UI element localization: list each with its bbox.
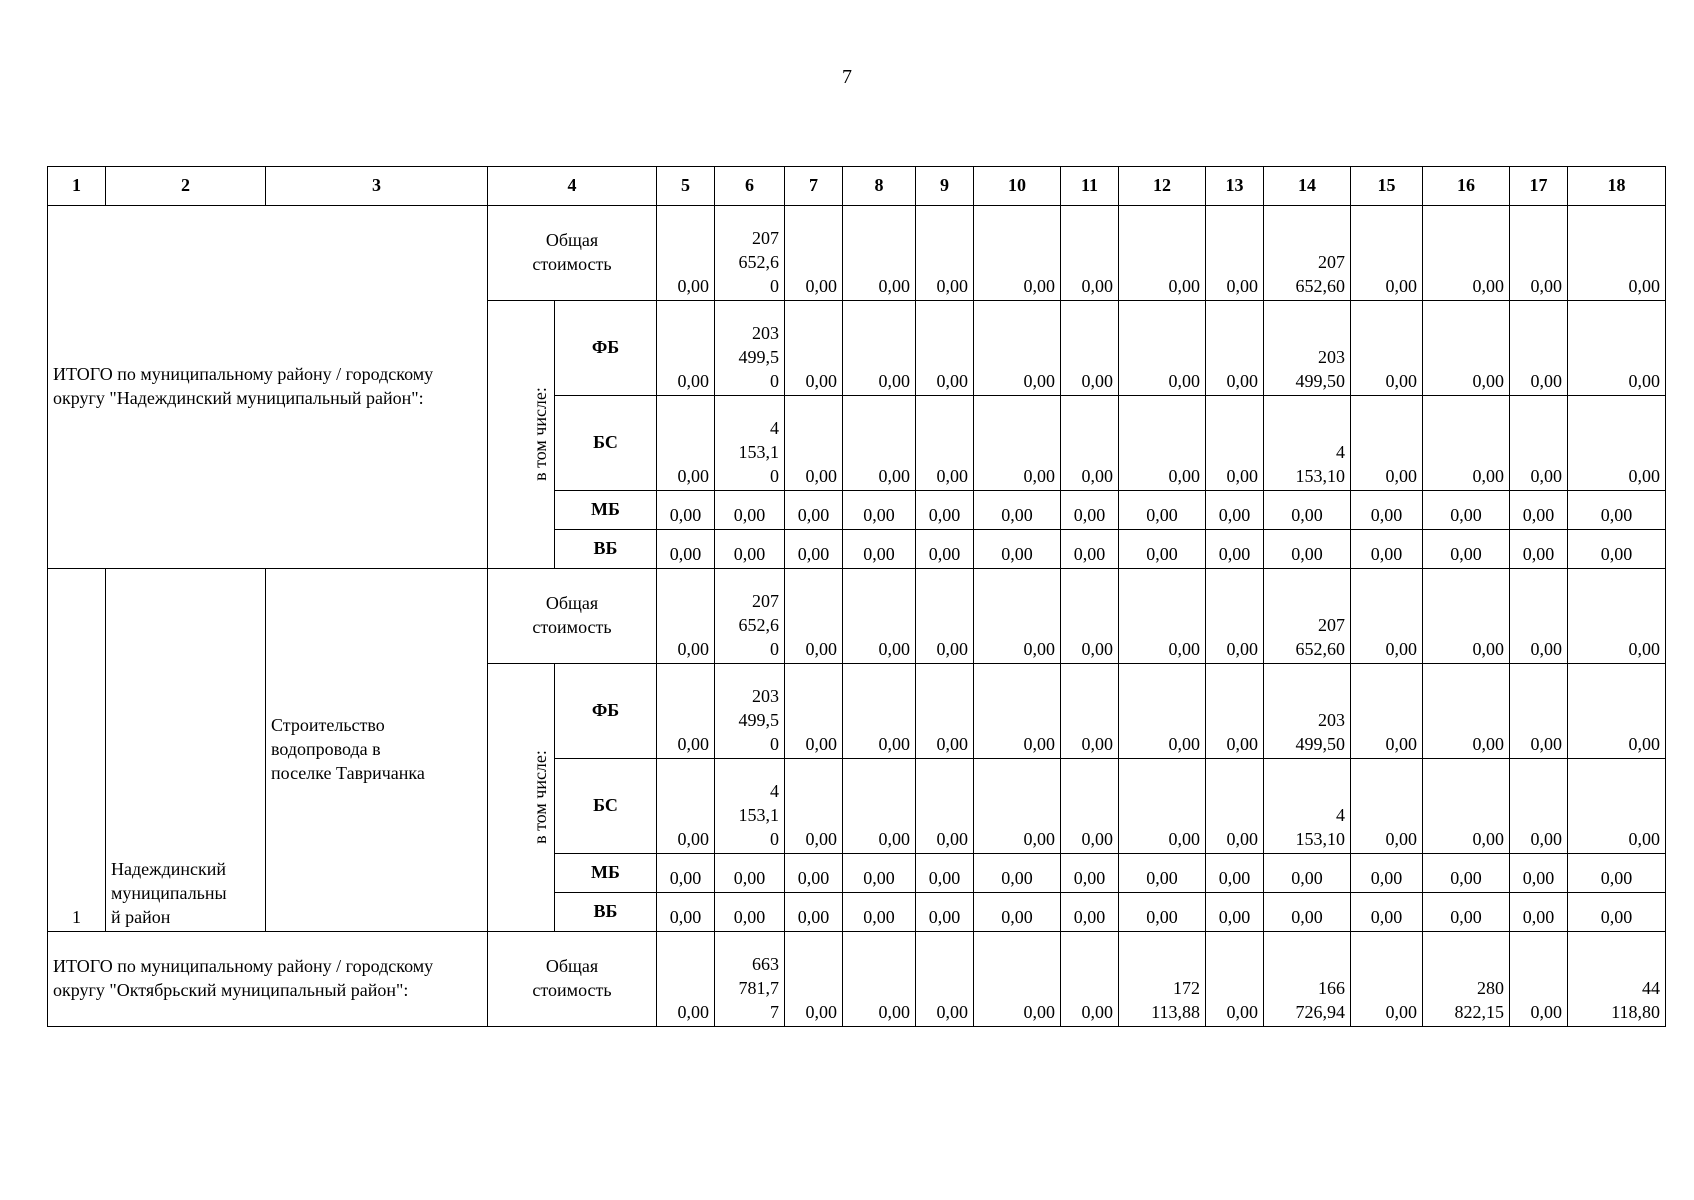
- value-cell: 0,00: [1206, 759, 1264, 854]
- value-cell: 0,00: [657, 569, 715, 664]
- value-cell: 0,00: [1423, 396, 1510, 491]
- including-label: [488, 301, 555, 569]
- value-cell: 0,00: [1061, 854, 1119, 893]
- column-header-3: 3: [266, 167, 488, 206]
- value-cell: 0,00: [1568, 664, 1666, 759]
- value-cell: 0,00: [1206, 491, 1264, 530]
- value-cell: 280 822,15: [1423, 932, 1510, 1027]
- value-cell: 0,00: [1061, 530, 1119, 569]
- value-cell: 0,00: [1264, 893, 1351, 932]
- value-cell: 0,00: [1351, 301, 1423, 396]
- value-cell: 0,00: [785, 530, 843, 569]
- value-cell: 0,00: [1423, 301, 1510, 396]
- value-cell: 0,00: [916, 530, 974, 569]
- value-cell: 0,00: [1510, 491, 1568, 530]
- value-cell: 0,00: [1423, 530, 1510, 569]
- value-cell: 0,00: [1510, 530, 1568, 569]
- value-cell: 0,00: [1510, 893, 1568, 932]
- value-cell: 0,00: [785, 664, 843, 759]
- total-cost-label: Общая стоимость: [488, 932, 657, 1027]
- value-cell: 0,00: [1206, 854, 1264, 893]
- value-cell: 0,00: [1206, 569, 1264, 664]
- including-text: в том числе:: [529, 749, 550, 844]
- value-cell: 0,00: [1510, 759, 1568, 854]
- value-cell: 0,00: [1423, 491, 1510, 530]
- value-cell: 0,00: [1119, 530, 1206, 569]
- value-cell: 0,00: [974, 301, 1061, 396]
- value-cell: 0,00: [1264, 491, 1351, 530]
- value-cell: 0,00: [785, 854, 843, 893]
- district-name: Надеждинский муниципальны й район: [106, 569, 266, 932]
- value-cell: 0,00: [785, 491, 843, 530]
- value-cell: 0,00: [1061, 491, 1119, 530]
- value-cell: 0,00: [1351, 530, 1423, 569]
- value-cell: 0,00: [843, 932, 916, 1027]
- value-cell: 0,00: [1119, 301, 1206, 396]
- value-cell: 0,00: [1351, 893, 1423, 932]
- value-cell: 0,00: [1206, 396, 1264, 491]
- value-cell: 0,00: [1119, 569, 1206, 664]
- value-cell: 0,00: [785, 301, 843, 396]
- value-cell: 0,00: [1206, 664, 1264, 759]
- district-total-title: ИТОГО по муниципальному району / городскому округу "Надеждинский муниципальный район":: [48, 206, 488, 569]
- value-cell: 0,00: [1423, 759, 1510, 854]
- value-cell: 0,00: [843, 301, 916, 396]
- fund-label-vb: ВБ: [555, 893, 657, 932]
- value-cell: 172 113,88: [1119, 932, 1206, 1027]
- value-cell: 0,00: [843, 893, 916, 932]
- value-cell: 0,00: [785, 396, 843, 491]
- column-header-5: 5: [657, 167, 715, 206]
- value-cell: 0,00: [1119, 206, 1206, 301]
- value-cell: 0,00: [657, 301, 715, 396]
- value-cell: 0,00: [1119, 759, 1206, 854]
- value-cell: 0,00: [1351, 206, 1423, 301]
- value-cell: 0,00: [1061, 893, 1119, 932]
- value-cell: 0,00: [1206, 530, 1264, 569]
- district-total-title: ИТОГО по муниципальному району / городскому округу "Октябрьский муниципальный район":: [48, 932, 488, 1027]
- table-row: [48, 167, 1666, 206]
- value-cell: 0,00: [1119, 893, 1206, 932]
- value-cell: 0,00: [843, 569, 916, 664]
- value-cell: 0,00: [843, 854, 916, 893]
- value-cell: 0,00: [843, 759, 916, 854]
- value-cell: 0,00: [785, 206, 843, 301]
- value-cell: 0,00: [1568, 530, 1666, 569]
- fund-label-bs: БС: [555, 396, 657, 491]
- total-cost-label: Общая стоимость: [488, 206, 657, 301]
- value-cell: 0,00: [843, 664, 916, 759]
- value-cell: 0,00: [657, 759, 715, 854]
- value-cell: 0,00: [916, 932, 974, 1027]
- value-cell: 0,00: [974, 759, 1061, 854]
- value-cell: 207 652,60: [1264, 569, 1351, 664]
- value-cell: 0,00: [1061, 664, 1119, 759]
- column-header-18: 18: [1568, 167, 1666, 206]
- value-cell: 0,00: [1061, 569, 1119, 664]
- value-cell: 0,00: [974, 206, 1061, 301]
- column-header-13: 13: [1206, 167, 1264, 206]
- value-cell: 0,00: [1510, 854, 1568, 893]
- value-cell: 0,00: [1119, 664, 1206, 759]
- value-cell: 0,00: [916, 301, 974, 396]
- value-cell: 203 499,5 0: [715, 301, 785, 396]
- value-cell: 0,00: [715, 893, 785, 932]
- total-cost-label: Общая стоимость: [488, 569, 657, 664]
- value-cell: 0,00: [916, 206, 974, 301]
- value-cell: 0,00: [715, 854, 785, 893]
- fund-label-fb: ФБ: [555, 301, 657, 396]
- value-cell: 0,00: [657, 491, 715, 530]
- value-cell: 0,00: [1568, 759, 1666, 854]
- value-cell: 0,00: [1351, 932, 1423, 1027]
- value-cell: 0,00: [715, 491, 785, 530]
- value-cell: 0,00: [1264, 854, 1351, 893]
- value-cell: 44 118,80: [1568, 932, 1666, 1027]
- value-cell: 0,00: [1423, 569, 1510, 664]
- value-cell: 0,00: [1061, 396, 1119, 491]
- value-cell: 0,00: [1568, 301, 1666, 396]
- column-header-1: 1: [48, 167, 106, 206]
- value-cell: 0,00: [1351, 569, 1423, 664]
- value-cell: 0,00: [657, 932, 715, 1027]
- column-header-10: 10: [974, 167, 1061, 206]
- value-cell: 0,00: [1206, 932, 1264, 1027]
- value-cell: 0,00: [1510, 206, 1568, 301]
- table-row: [48, 932, 1666, 1027]
- column-header-9: 9: [916, 167, 974, 206]
- value-cell: 0,00: [1206, 301, 1264, 396]
- value-cell: 0,00: [1119, 854, 1206, 893]
- value-cell: 0,00: [1061, 301, 1119, 396]
- fund-label-bs: БС: [555, 759, 657, 854]
- value-cell: 0,00: [1061, 932, 1119, 1027]
- value-cell: 0,00: [657, 530, 715, 569]
- value-cell: 0,00: [1061, 206, 1119, 301]
- value-cell: 0,00: [974, 530, 1061, 569]
- value-cell: 0,00: [657, 206, 715, 301]
- value-cell: 0,00: [1568, 569, 1666, 664]
- value-cell: 0,00: [1568, 396, 1666, 491]
- financing-table: [47, 166, 1666, 1027]
- value-cell: 0,00: [657, 854, 715, 893]
- column-header-2: 2: [106, 167, 266, 206]
- value-cell: 0,00: [1264, 530, 1351, 569]
- fund-label-mb: МБ: [555, 491, 657, 530]
- value-cell: 4 153,1 0: [715, 759, 785, 854]
- value-cell: 0,00: [1206, 893, 1264, 932]
- value-cell: 0,00: [1510, 301, 1568, 396]
- value-cell: 207 652,6 0: [715, 569, 785, 664]
- fund-label-mb: МБ: [555, 854, 657, 893]
- value-cell: 0,00: [1423, 206, 1510, 301]
- column-header-4: 4: [488, 167, 657, 206]
- page-number: 7: [842, 66, 852, 88]
- column-header-16: 16: [1423, 167, 1510, 206]
- value-cell: 0,00: [1206, 206, 1264, 301]
- value-cell: 0,00: [785, 932, 843, 1027]
- value-cell: 0,00: [1510, 569, 1568, 664]
- column-header-7: 7: [785, 167, 843, 206]
- value-cell: 0,00: [974, 664, 1061, 759]
- value-cell: 4 153,10: [1264, 759, 1351, 854]
- value-cell: 4 153,10: [1264, 396, 1351, 491]
- value-cell: 0,00: [974, 893, 1061, 932]
- value-cell: 0,00: [1119, 491, 1206, 530]
- value-cell: 0,00: [916, 396, 974, 491]
- column-header-15: 15: [1351, 167, 1423, 206]
- value-cell: 203 499,50: [1264, 664, 1351, 759]
- fund-label-vb: ВБ: [555, 530, 657, 569]
- value-cell: 0,00: [657, 396, 715, 491]
- value-cell: 0,00: [916, 491, 974, 530]
- row-number: 1: [48, 569, 106, 932]
- value-cell: 203 499,5 0: [715, 664, 785, 759]
- value-cell: 0,00: [1351, 396, 1423, 491]
- value-cell: 0,00: [1568, 491, 1666, 530]
- value-cell: 0,00: [974, 491, 1061, 530]
- value-cell: 0,00: [1351, 664, 1423, 759]
- value-cell: 207 652,60: [1264, 206, 1351, 301]
- value-cell: 166 726,94: [1264, 932, 1351, 1027]
- including-text: в том числе:: [529, 386, 550, 481]
- column-header-11: 11: [1061, 167, 1119, 206]
- table-row: [48, 206, 1666, 301]
- value-cell: 0,00: [843, 530, 916, 569]
- value-cell: 0,00: [1568, 206, 1666, 301]
- value-cell: 0,00: [1510, 664, 1568, 759]
- value-cell: 0,00: [1423, 893, 1510, 932]
- value-cell: 0,00: [916, 569, 974, 664]
- column-header-14: 14: [1264, 167, 1351, 206]
- value-cell: 0,00: [843, 206, 916, 301]
- value-cell: 0,00: [974, 569, 1061, 664]
- value-cell: 0,00: [1351, 854, 1423, 893]
- value-cell: 4 153,1 0: [715, 396, 785, 491]
- value-cell: 0,00: [785, 893, 843, 932]
- value-cell: 0,00: [1351, 491, 1423, 530]
- value-cell: 0,00: [1061, 759, 1119, 854]
- column-header-12: 12: [1119, 167, 1206, 206]
- value-cell: 0,00: [1510, 396, 1568, 491]
- value-cell: 0,00: [974, 854, 1061, 893]
- fund-label-fb: ФБ: [555, 664, 657, 759]
- value-cell: 0,00: [974, 396, 1061, 491]
- value-cell: 0,00: [843, 396, 916, 491]
- value-cell: 0,00: [916, 759, 974, 854]
- value-cell: 0,00: [1351, 759, 1423, 854]
- value-cell: 0,00: [916, 854, 974, 893]
- project-name: Строительство водопровода в поселке Тавричанка: [266, 569, 488, 932]
- value-cell: 0,00: [974, 932, 1061, 1027]
- value-cell: 0,00: [1423, 664, 1510, 759]
- value-cell: 0,00: [1119, 396, 1206, 491]
- value-cell: 0,00: [785, 759, 843, 854]
- value-cell: 0,00: [657, 664, 715, 759]
- value-cell: 0,00: [1568, 854, 1666, 893]
- value-cell: 0,00: [785, 569, 843, 664]
- value-cell: 0,00: [1568, 893, 1666, 932]
- value-cell: 0,00: [1423, 854, 1510, 893]
- value-cell: 663 781,7 7: [715, 932, 785, 1027]
- table-row: [48, 569, 1666, 664]
- value-cell: 0,00: [916, 893, 974, 932]
- value-cell: 203 499,50: [1264, 301, 1351, 396]
- value-cell: 0,00: [1510, 932, 1568, 1027]
- column-header-6: 6: [715, 167, 785, 206]
- including-label: [488, 664, 555, 932]
- value-cell: 207 652,6 0: [715, 206, 785, 301]
- value-cell: 0,00: [715, 530, 785, 569]
- column-header-8: 8: [843, 167, 916, 206]
- column-header-17: 17: [1510, 167, 1568, 206]
- value-cell: 0,00: [657, 893, 715, 932]
- value-cell: 0,00: [916, 664, 974, 759]
- value-cell: 0,00: [843, 491, 916, 530]
